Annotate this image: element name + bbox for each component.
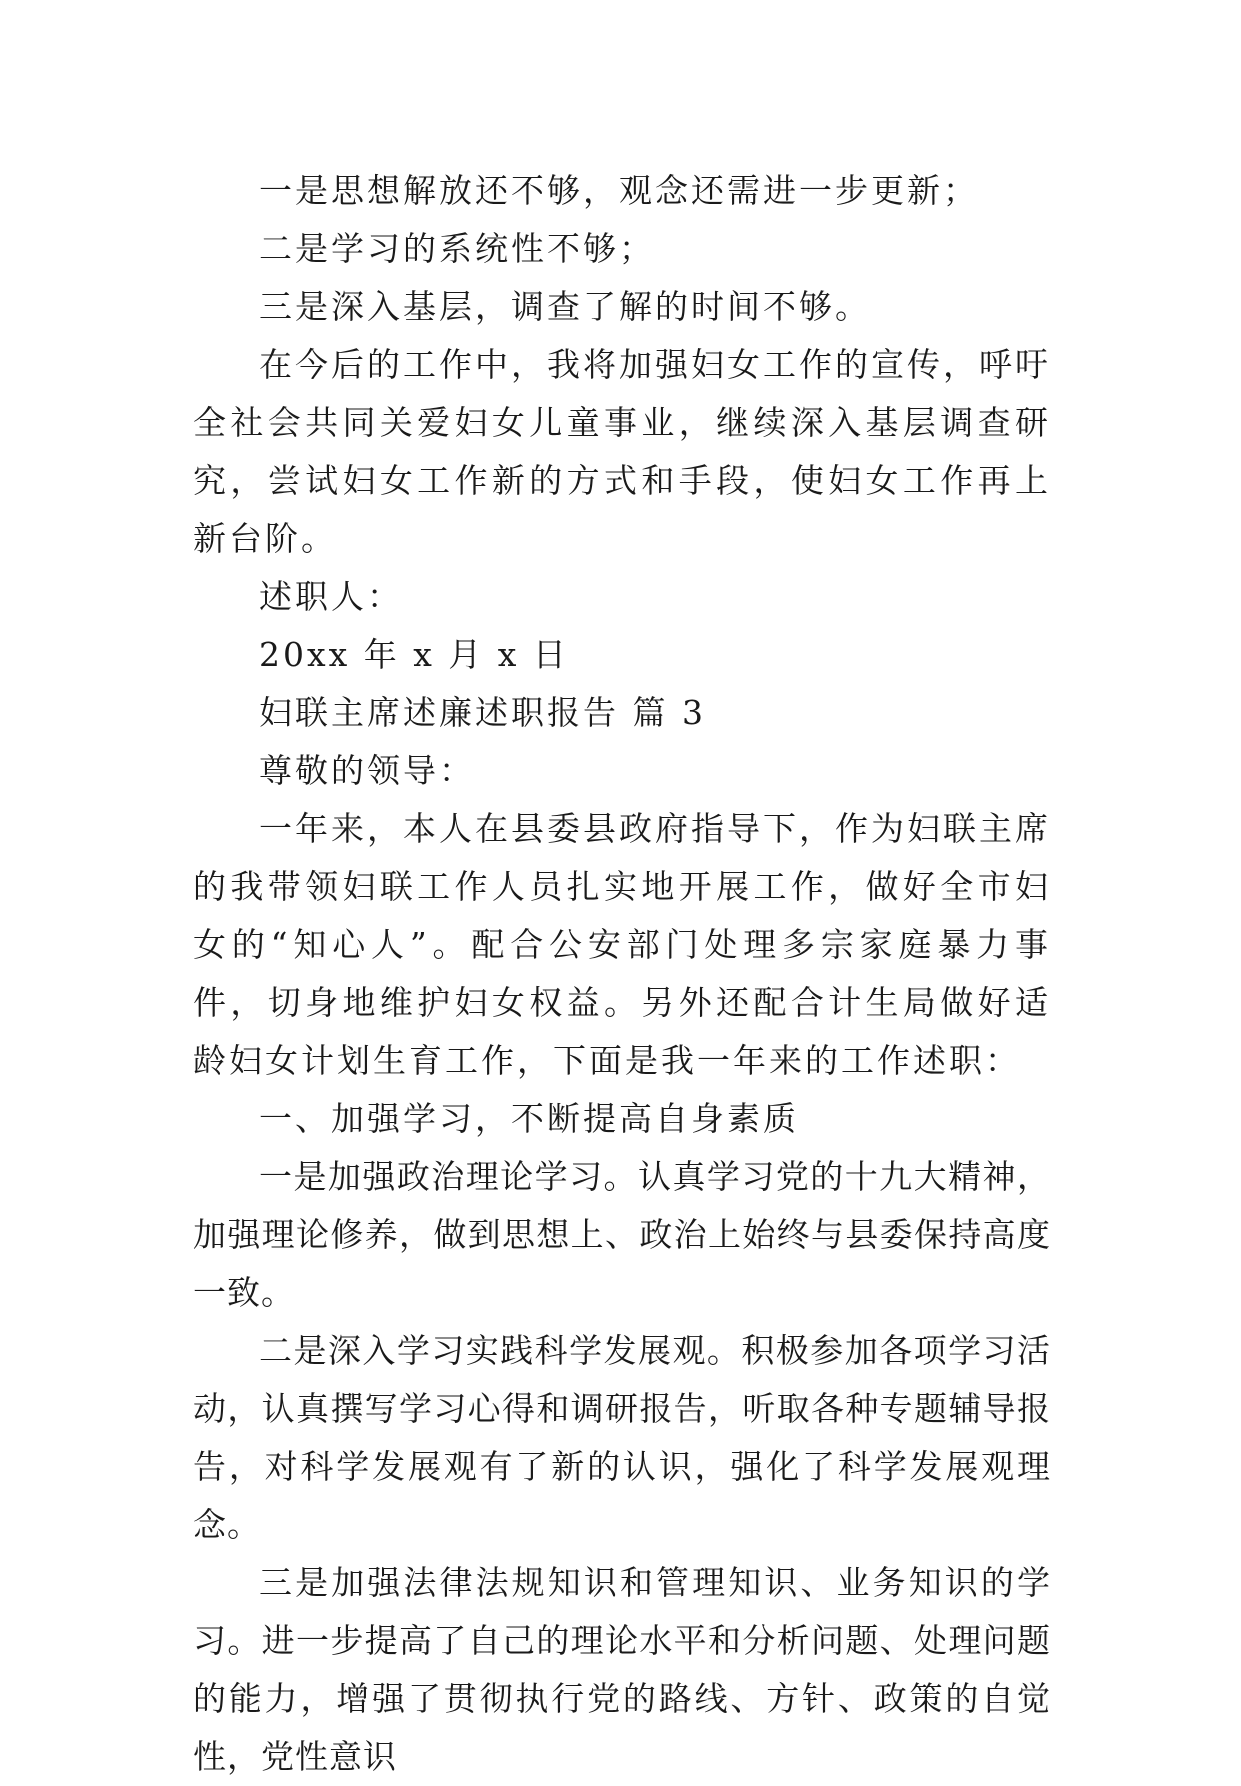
paragraph-4: 在今后的工作中，我将加强妇女工作的宣传，呼吁全社会共同关爱妇女儿童事业，继续深入基层调查研究，尝试妇女工作新的方式和手段，使妇女工作再上新台阶。 — [193, 345, 1051, 558]
paragraph-2: 二是学习的系统性不够； — [259, 229, 655, 268]
document-body — [193, 162, 1051, 1786]
paragraph-9: 一年来，本人在县委县政府指导下，作为妇联主席的我带领妇联工作人员扎实地开展工作，做好全市妇女的“知心人”。配合公安部门处理多宗家庭暴力事件，切身地维护妇女权益。另外还配合计生局做好适龄妇女计划生育工作，下面是我一年来的工作述职： — [193, 809, 1051, 1080]
paragraph-13: 三是加强法律法规知识和管理知识、业务知识的学习。进一步提高了自己的理论水平和分析问题、处理问题的能力，增强了贯彻执行党的路线、方针、政策的自觉性，党性意识 — [193, 1563, 1051, 1776]
paragraph-11: 一是加强政治理论学习。认真学习党的十九大精神，加强理论修养，做到思想上、政治上始终与县委保持高度一致。 — [193, 1157, 1051, 1312]
heading-study: 一、加强学习，不断提高自身素质 — [259, 1099, 799, 1138]
paragraph-12: 二是深入学习实践科学发展观。积极参加各项学习活动，认真撰写学习心得和调研报告，听取各种专题辅导报告，对科学发展观有了新的认识，强化了科学发展观理念。 — [193, 1331, 1051, 1544]
paragraph-1: 一是思想解放还不够，观念还需进一步更新； — [259, 171, 979, 210]
paragraph-3: 三是深入基层，调查了解的时间不够。 — [259, 287, 871, 326]
salutation: 尊敬的领导： — [259, 751, 475, 790]
date-line: 20xx 年 x 月 x 日 — [259, 635, 569, 674]
signatory-label: 述职人： — [259, 577, 403, 616]
section-title: 妇联主席述廉述职报告 篇 3 — [259, 693, 706, 732]
